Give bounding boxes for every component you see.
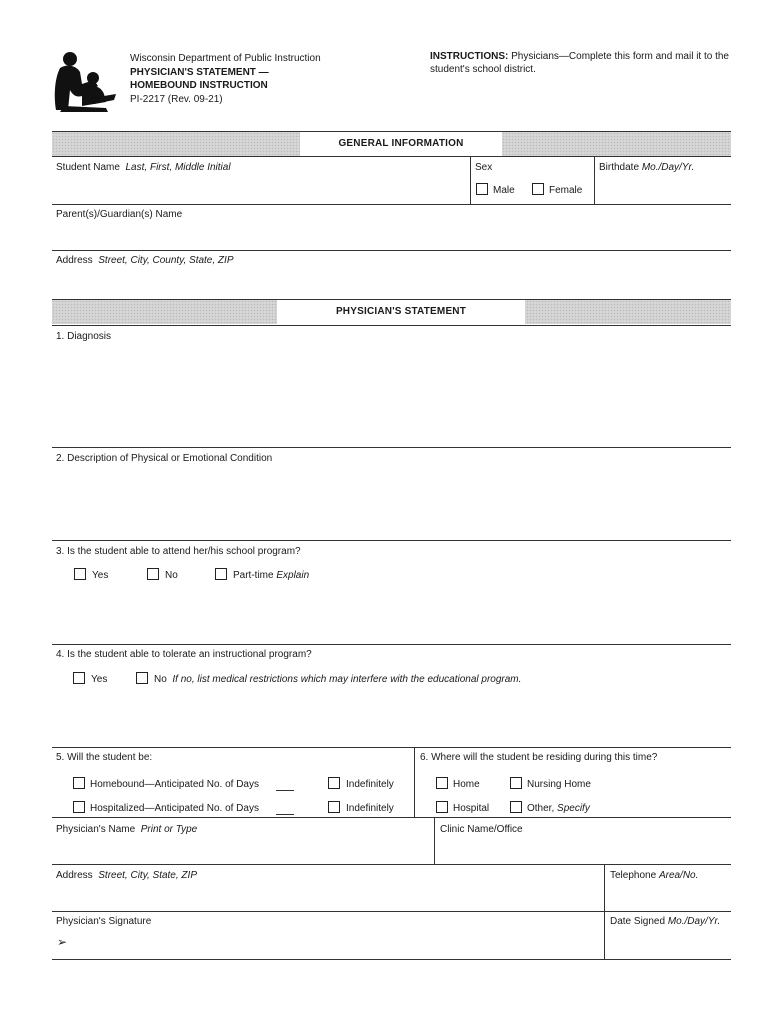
q6-label: 6. Where will the student be residing during this time? xyxy=(420,752,658,763)
q6-hospital-checkbox[interactable] xyxy=(436,801,448,813)
physician-name-field[interactable] xyxy=(52,836,432,862)
instructions-text: Physicians—Complete this form and mail it to the student's school district. xyxy=(430,51,729,75)
q5-hospitalized-days-field[interactable] xyxy=(276,814,294,815)
signature-arrow-icon: ➢ xyxy=(57,935,68,949)
q3-yes-checkbox[interactable] xyxy=(74,568,86,580)
physician-address-label: Address Street, City, State, ZIP xyxy=(56,870,197,881)
q3-part-time-label: Part-time Explain xyxy=(233,570,310,581)
q3-part-time-checkbox[interactable] xyxy=(215,568,227,580)
q5-homebound-label: Homebound—Anticipated No. of Days xyxy=(90,779,259,790)
male-label: Male xyxy=(493,185,515,196)
form-title-line-2: HOMEBOUND INSTRUCTION xyxy=(130,80,268,91)
female-checkbox[interactable] xyxy=(532,183,544,195)
physicians-statement-heading: PHYSICIAN'S STATEMENT xyxy=(277,300,525,324)
q5-homebound-indefinitely-label: Indefinitely xyxy=(346,779,394,790)
guardian-name-label: Parent(s)/Guardian(s) Name xyxy=(56,209,183,220)
signature-label: Physician's Signature xyxy=(56,916,152,927)
diagnosis-field[interactable] xyxy=(52,344,731,444)
telephone-field[interactable] xyxy=(606,882,730,908)
birthdate-label: Birthdate Mo./Day/Yr. xyxy=(599,162,695,173)
student-name-label: Student Name Last, First, Middle Initial xyxy=(56,162,231,173)
q4-yes-checkbox[interactable] xyxy=(73,672,85,684)
guardian-name-field[interactable] xyxy=(52,222,731,248)
condition-field[interactable] xyxy=(52,466,731,538)
q5-hospitalized-indefinitely-label: Indefinitely xyxy=(346,803,394,814)
q6-other-checkbox[interactable] xyxy=(510,801,522,813)
q5-homebound-indefinitely-checkbox[interactable] xyxy=(328,777,340,789)
q5-hospitalized-label: Hospitalized—Anticipated No. of Days xyxy=(90,803,259,814)
telephone-label: Telephone Area/No. xyxy=(610,870,699,881)
q6-home-checkbox[interactable] xyxy=(436,777,448,789)
q5-hospitalized-indefinitely-checkbox[interactable] xyxy=(328,801,340,813)
q3-attend-label: 3. Is the student able to attend her/his school program? xyxy=(56,546,301,557)
clinic-name-label: Clinic Name/Office xyxy=(440,824,523,835)
q3-yes-label: Yes xyxy=(92,570,109,581)
q6-nursing-home-checkbox[interactable] xyxy=(510,777,522,789)
dpi-logo-icon xyxy=(52,50,120,118)
date-signed-label: Date Signed Mo./Day/Yr. xyxy=(610,916,721,927)
student-address-field[interactable] xyxy=(52,268,731,296)
date-signed-field[interactable] xyxy=(606,930,730,958)
form-number: PI-2217 (Rev. 09-21) xyxy=(130,94,223,105)
instructions xyxy=(430,50,735,76)
q6-nursing-home-label: Nursing Home xyxy=(527,779,591,790)
q6-home-label: Home xyxy=(453,779,480,790)
student-address-label: Address Street, City, County, State, ZIP xyxy=(56,255,234,266)
form-title-line-1: PHYSICIAN'S STATEMENT — xyxy=(130,67,269,78)
general-information-heading: GENERAL INFORMATION xyxy=(300,132,502,156)
q2-condition-label: 2. Description of Physical or Emotional Condition xyxy=(56,453,273,464)
sex-label: Sex xyxy=(475,162,493,173)
clinic-name-field[interactable] xyxy=(436,836,730,862)
agency-name: Wisconsin Department of Public Instruction xyxy=(130,53,321,64)
instructions-label: INSTRUCTIONS: xyxy=(430,51,509,62)
physician-name-label: Physician's Name Print or Type xyxy=(56,824,198,835)
q4-yes-label: Yes xyxy=(91,674,108,685)
q5-label: 5. Will the student be: xyxy=(56,752,153,763)
q5-homebound-checkbox[interactable] xyxy=(73,777,85,789)
birthdate-field[interactable] xyxy=(596,174,730,202)
q4-no-label: No If no, list medical restrictions which may interfere with the educational program. xyxy=(154,674,522,685)
q4-no-checkbox[interactable] xyxy=(136,672,148,684)
q3-no-label: No xyxy=(165,570,178,581)
q4-tolerate-label: 4. Is the student able to tolerate an instructional program? xyxy=(56,649,312,660)
q3-no-checkbox[interactable] xyxy=(147,568,159,580)
male-checkbox[interactable] xyxy=(476,183,488,195)
q5-homebound-days-field[interactable] xyxy=(276,790,294,791)
female-label: Female xyxy=(549,185,583,196)
q1-diagnosis-label: 1. Diagnosis xyxy=(56,331,112,342)
physician-address-field[interactable] xyxy=(52,882,602,908)
signature-field[interactable] xyxy=(72,930,602,958)
student-name-field[interactable] xyxy=(52,174,468,202)
q4-restrictions-field[interactable] xyxy=(52,690,731,744)
q6-hospital-label: Hospital xyxy=(453,803,490,814)
q5-hospitalized-checkbox[interactable] xyxy=(73,801,85,813)
q6-other-label: Other, Specify xyxy=(527,803,590,814)
q3-explain-field[interactable] xyxy=(52,588,731,642)
